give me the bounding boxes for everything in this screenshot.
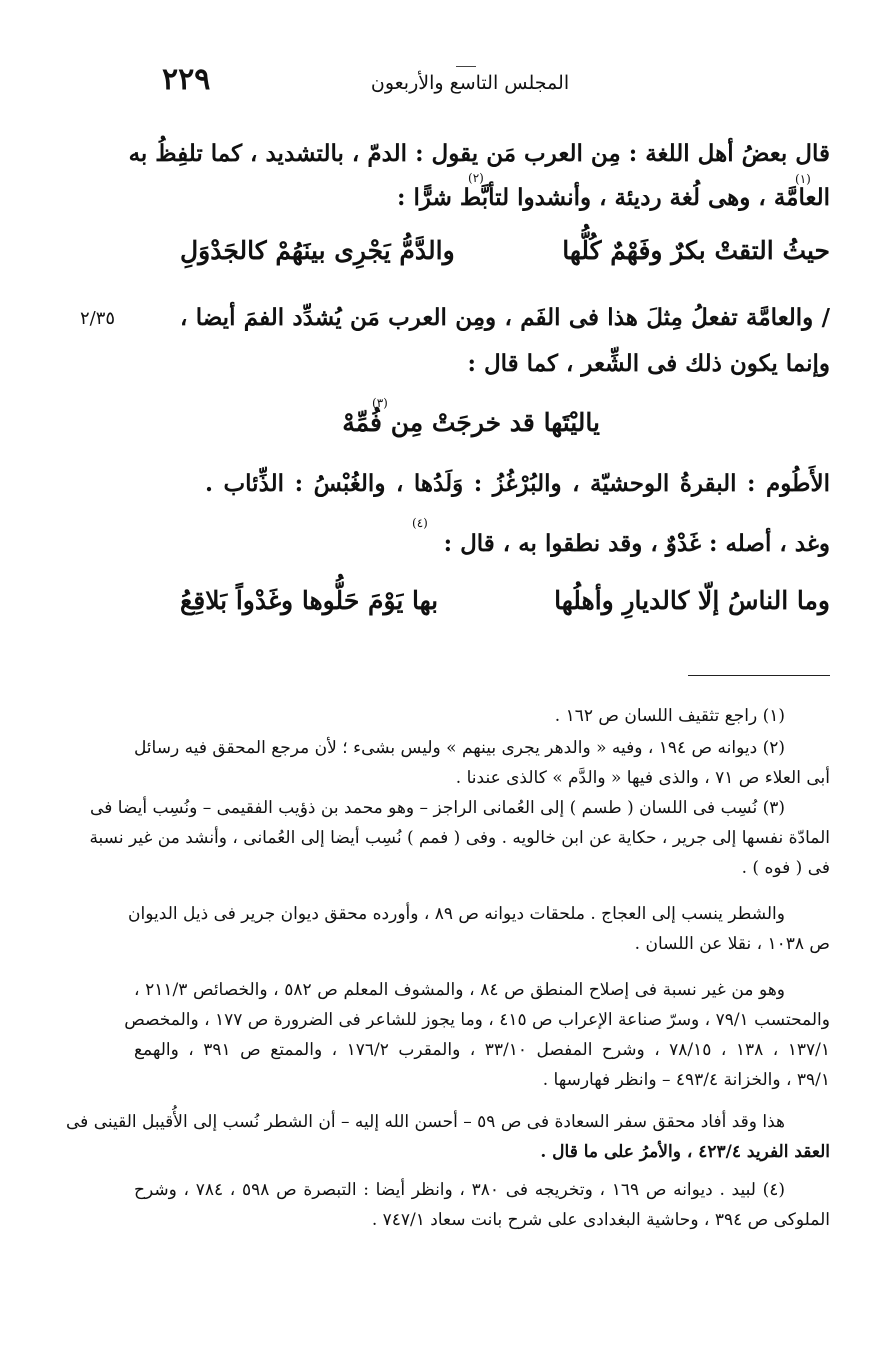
paragraph-line: الأَطُوم : البقرةُ الوحشيّة ، والبُرْغُزُ : وَلَدُها ، والغُبْسُ : الذِّئاب . [205,470,830,497]
footnote-line: (٢) ديوانه ص ١٩٤ ، وفيه « والدهر يجرى بينهم » وليس بشىء ؛ لأن مرجع المحقق فيه رسائل [133,738,785,758]
verse [180,586,830,626]
verse-hemistich: ياليْتَها قد خرجَتْ مِن فُمِّهْ [342,408,600,437]
verse-hemistich: وما الناسُ إلّا كالديارِ وأهلُها [554,586,830,615]
verse-hemistich: حيثُ التقتْ بكرٌ وفَهْمٌ كُلُّها [562,236,830,265]
footnote-line: المادّة نفسها إلى جرير ، حكاية عن ابن خالويه . وفى ( فمم ) نُسِب أيضا إلى العُمانى ، وأنشد من غير نسبة [89,828,830,848]
paragraph-line: وإنما يكون ذلك فى الشِّعر ، كما قال : [467,350,830,377]
verse [180,236,830,276]
footnote-marker: (٤) [412,516,428,530]
verse-hemistich: والدَّمُّ يَجْرِى بينَهُمْ كالجَدْوَلِ [180,236,455,265]
footnote-line: والشطر ينسب إلى العجاج . ملحقات ديوانه ص ٨٩ ، وأورده محقق ديوان جرير فى ذيل الديوان [128,904,785,924]
page-number: ٢٢٩ [162,62,211,97]
footnote-line: ١٣٧/١ ، ١٣٨ ، ٧٨/١٥ ، وشرح المفصل ٣٣/١٠ ، والمقرب ١٧٦/٢ ، والممتع ص ٣٩١ ، والهمع [134,1040,831,1060]
footnote-line: فى ( فوه ) . [741,858,830,878]
footnote-marker: (١) [795,172,811,186]
paragraph-line: وغد ، أصله : غَدْوٌ ، وقد نطقوا به ، قال : [443,530,830,557]
running-title: المجلس التاسع والأربعون [360,72,580,94]
paragraph-line: قال بعضُ أهل اللغة : مِن العرب مَن يقول : الدمّ ، بالتشديد ، كما تلفِظُ به [128,140,830,167]
footnote-line: والمحتسب ٧٩/١ ، وسرّ صناعة الإعراب ص ٤١٥ ، وما يجوز للشاعر فى الضرورة ص ١٧٧ ، والمخصص [124,1010,830,1030]
footnote-line: أبى العلاء ص ٧١ ، والذى فيها « والدَّم » كالذى عندنا . [455,768,830,788]
footnote-separator [688,675,830,676]
footnote-marker: (٢) [468,171,484,185]
footnote-line: هذا وقد أفاد محقق سفر السعادة فى ص ٥٩ – أحسن الله إليه – أن الشطر نُسب إلى الأُقيبل القينى فى [66,1112,785,1132]
footnote-line: الملوكى ص ٣٩٤ ، وحاشية البغدادى على شرح بانت سعاد ٧٤٧/١ . [371,1210,830,1230]
footnote-line: ٣٩/١ ، والخزانة ٤٩٣/٤ – وانظر فهارسها . [542,1070,830,1090]
verse [342,408,600,437]
page-header [0,62,885,102]
margin-reference: ٢/٣٥ [80,308,116,329]
footnote-marker: (٣) [372,396,388,410]
footnote-line: (١) راجع تثقيف اللسان ص ١٦٢ . [554,706,785,726]
verse-hemistich: بها يَوْمَ حَلُّوها وغَدْواً بَلاقِعُ [180,586,439,615]
footnote-line: العقد الفريد ٤٢٣/٤ ، والأمرُ على ما قال . [540,1142,830,1162]
footnote-line: وهو من غير نسبة فى إصلاح المنطق ص ٨٤ ، والمشوف المعلم ص ٥٨٢ ، والخصائص ٢١١/٣ ، [134,980,786,1000]
footnote-line: (٤) لبيد . ديوانه ص ١٦٩ ، وتخريجه فى ٣٨٠ ، وانظر أيضا : التبصرة ص ٥٩٨ ، ٧٨٤ ، وشرح [134,1180,786,1200]
footnote-line: ص ١٠٣٨ ، نقلا عن اللسان . [634,934,830,954]
paragraph-line: / والعامَّة تفعلُ مِثلَ هذا فى الفَم ، ومِن العرب مَن يُشدِّد الفمَ أيضا ، [180,304,830,331]
footnote-line: (٣) نُسِب فى اللسان ( طسم ) إلى العُمانى الراجز – وهو محمد بن ذؤيب الفقيمى – ونُسِب أيضا فى [90,798,785,818]
paragraph-line: العامَّة ، وهى لُغة رديئة ، وأنشدوا لتأبَّط شرًّا : [397,184,830,211]
